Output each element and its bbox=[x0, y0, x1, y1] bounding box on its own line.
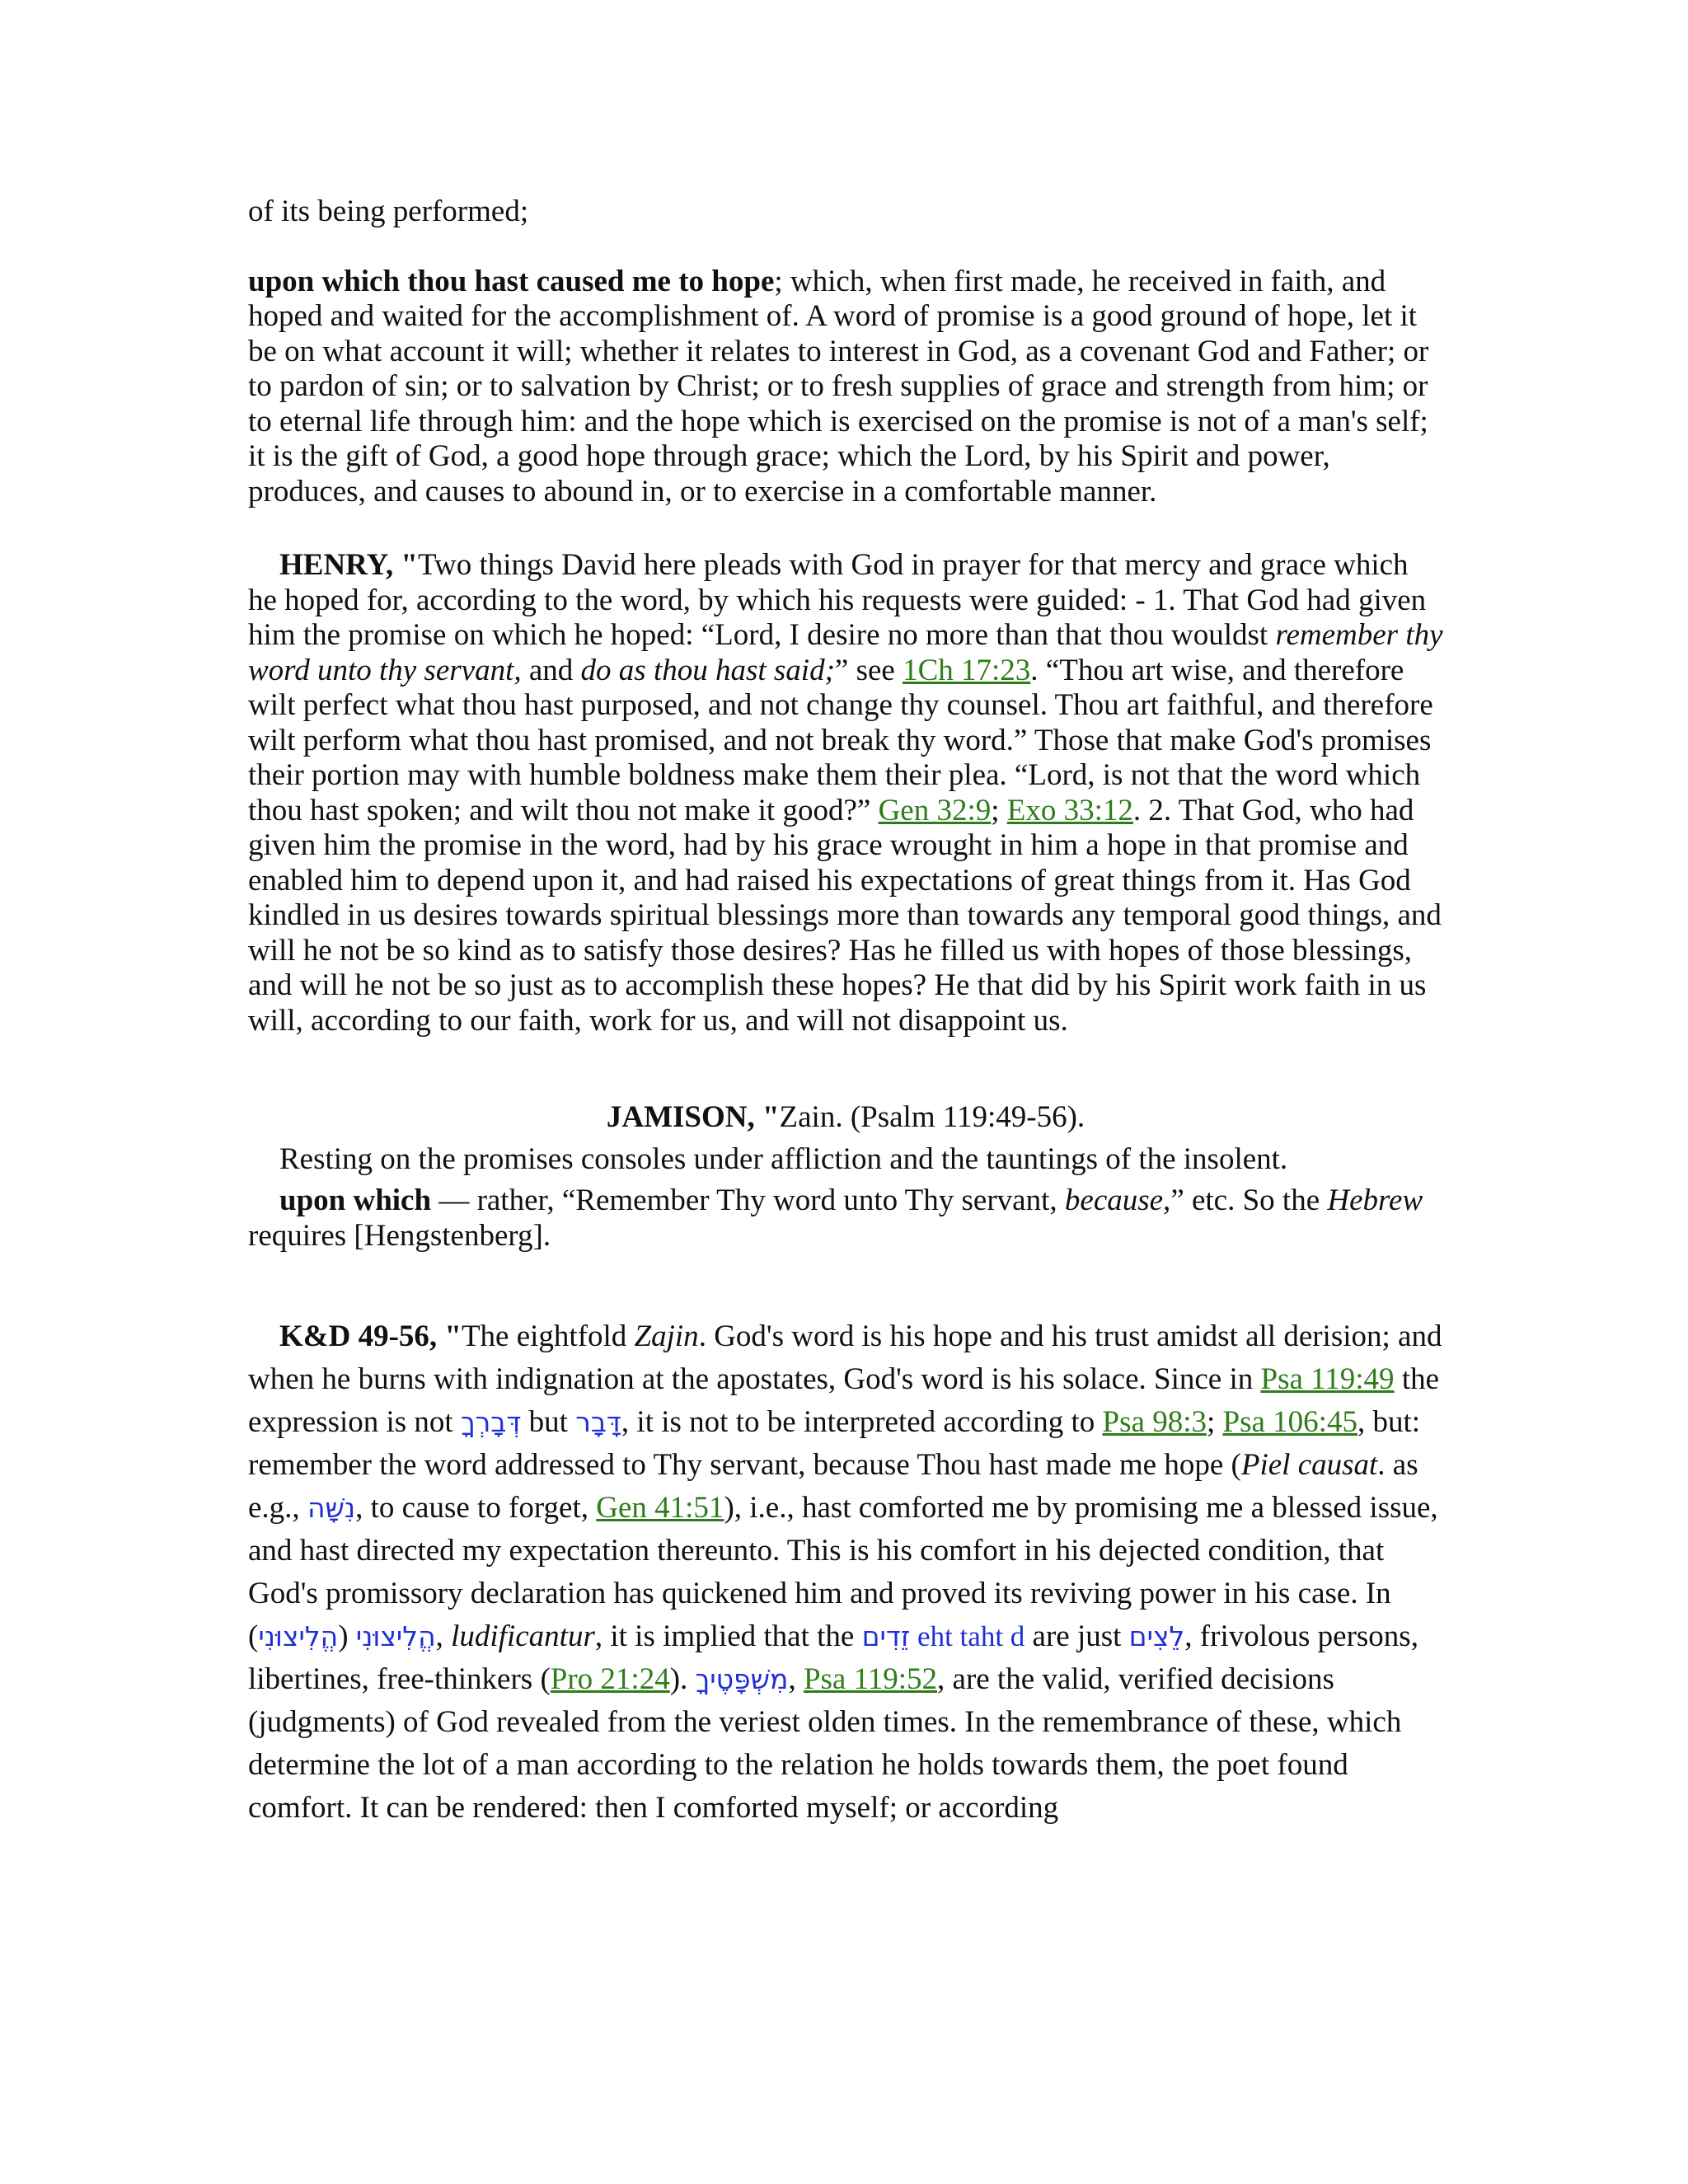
hebrew-word: דְּבָרְךָ bbox=[460, 1406, 522, 1438]
hebrew-word: זֵדִים bbox=[861, 1620, 911, 1652]
ref-link-psa-98-3[interactable]: Psa 98:3 bbox=[1102, 1405, 1207, 1439]
hebrew-word: מִשְׁפָּטֶיךָ bbox=[695, 1663, 789, 1695]
hebrew-word: הֱלִיצוּנִי bbox=[355, 1620, 436, 1652]
jamison-note: upon which — rather, “Remember Thy word unto Thy servant, because,” etc. So the Hebrew requires [Hengstenberg]. bbox=[248, 1183, 1423, 1253]
hebrew-word: הֱלִיצוּנִי bbox=[258, 1620, 339, 1652]
ref-link-psa-119-52[interactable]: Psa 119:52 bbox=[803, 1662, 938, 1696]
ref-link-gen-41-51[interactable]: Gen 41:51 bbox=[596, 1491, 724, 1525]
hebrew-word: דָּבָר bbox=[575, 1406, 621, 1438]
kd-label: K&D 49-56, " bbox=[279, 1319, 462, 1353]
jamison-heading: JAMISON, "Zain. (Psalm 119:49-56). bbox=[606, 1100, 1085, 1134]
jamison-line: Resting on the promises consoles under affliction and the tauntings of the insolent. bbox=[279, 1141, 1288, 1176]
jamison-label: JAMISON, " bbox=[606, 1100, 780, 1134]
ref-link-gen-32-9[interactable]: Gen 32:9 bbox=[878, 793, 992, 827]
verse-phrase: upon which thou hast caused me to hope bbox=[248, 264, 775, 298]
ref-link-exo-33-12[interactable]: Exo 33:12 bbox=[1006, 793, 1133, 827]
reversed-text: eht taht d bbox=[910, 1620, 1025, 1652]
ref-link-psa-119-49[interactable]: Psa 119:49 bbox=[1260, 1362, 1395, 1396]
commentary-page bbox=[248, 194, 1443, 1830]
hebrew-word: לֵצִים bbox=[1128, 1620, 1185, 1652]
ref-link-psa-106-45[interactable]: Psa 106:45 bbox=[1222, 1405, 1357, 1439]
henry-paragraph: HENRY, "Two things David here pleads with God in prayer for that mercy and grace which he hoped for, according to the word, by which his requests were guided: - 1. That God had given him the promise on which he hoped: “Lord, I desire no more than that thou wouldst remember thy word unto thy servant, and do as thou hast said;” see 1Ch 17:23. “Thou art wise, and therefore wilt perfect what thou hast purposed, and not change thy counsel. Thou art faithful, and therefore wilt perform what thou hast promised, and not break thy word.” Those that make God's promises their portion may with humble boldness make them their plea. “Lord, is not that the word which thou hast spoken; and wilt thou not make it good?” Gen 32:9; Exo 33:12. 2. That God, who had given him the promise in the word, had by his grace wrought in him a hope in that promise and enabled him to depend upon it, and had raised his expectations of great things from it. Has God kindled in us desires towards spiritual blessings more than towards any temporal good things, and will he not be so kind as to satisfy those desires? Has he filled us with hopes of those blessings, and will he not be so just as to accomplish these hopes? He that did by his Spirit work faith in us will, according to our faith, work for us, and will not disappoint us. bbox=[248, 548, 1443, 1038]
hebrew-word: נִשָּׁה bbox=[307, 1492, 356, 1524]
gill-text: ; which, when first made, he received in faith, and hoped and waited for the accomplishment of. A word of promise is a good ground of hope, let it be on what account it will; whether it relates to interest in God, as a covenant God and Father; or to pardon of sin; or to salvation by Christ; or to fresh supplies of grace and strength from him; or to eternal life through him: and the hope which is exercised on the promise is not of a man's self; it is the gift of God, a good hope through grace; which the Lord, by his Spirit and power, produces, and causes to abound in, or to exercise in a comfortable manner. bbox=[248, 264, 1429, 509]
ref-link-pro-21-24[interactable]: Pro 21:24 bbox=[550, 1662, 670, 1696]
gill-paragraph bbox=[248, 265, 1443, 510]
ref-link-1ch-17-23[interactable]: 1Ch 17:23 bbox=[903, 653, 1031, 687]
kd-paragraph: K&D 49-56, "The eightfold Zajin. God's word is his hope and his trust amidst all derision; and when he burns with indignation at the apostates, God's word is his solace. Since in Psa 119:49 the expression is not דְּבָרְךָ but דָּבָר, it is not to be interpreted according to Psa 98:3; Psa 106:45, but: remember the word addressed to Thy servant, because Thou hast made me hope (Piel causat. as e.g., נִשָּׁה, to cause to forget, Gen 41:51), i.e., hast comforted me by promising me a blessed issue, and hast directed my expectation thereunto. This is his comfort in his dejected condition, that God's promissory declaration has quickened him and proved its reviving power in his case. In הֱלִיצוּנִי (הֱלִיצוּנִי), ludificantur, it is implied that the זֵדִים eht taht d are just לֵצִים, frivolous persons, libertines, free-thinkers (Pro 21:24). מִשְׁפָּטֶיךָ, Psa 119:52, are the valid, verified decisions (judgments) of God revealed from the veriest olden times. In the remembrance of these, which determine the lot of a man according to the relation he holds towards them, the poet found comfort. It can be rendered: then I comforted myself; or according bbox=[248, 1319, 1442, 1825]
henry-label: HENRY, " bbox=[279, 548, 418, 582]
paragraph-fragment: of its being performed; bbox=[248, 194, 529, 228]
